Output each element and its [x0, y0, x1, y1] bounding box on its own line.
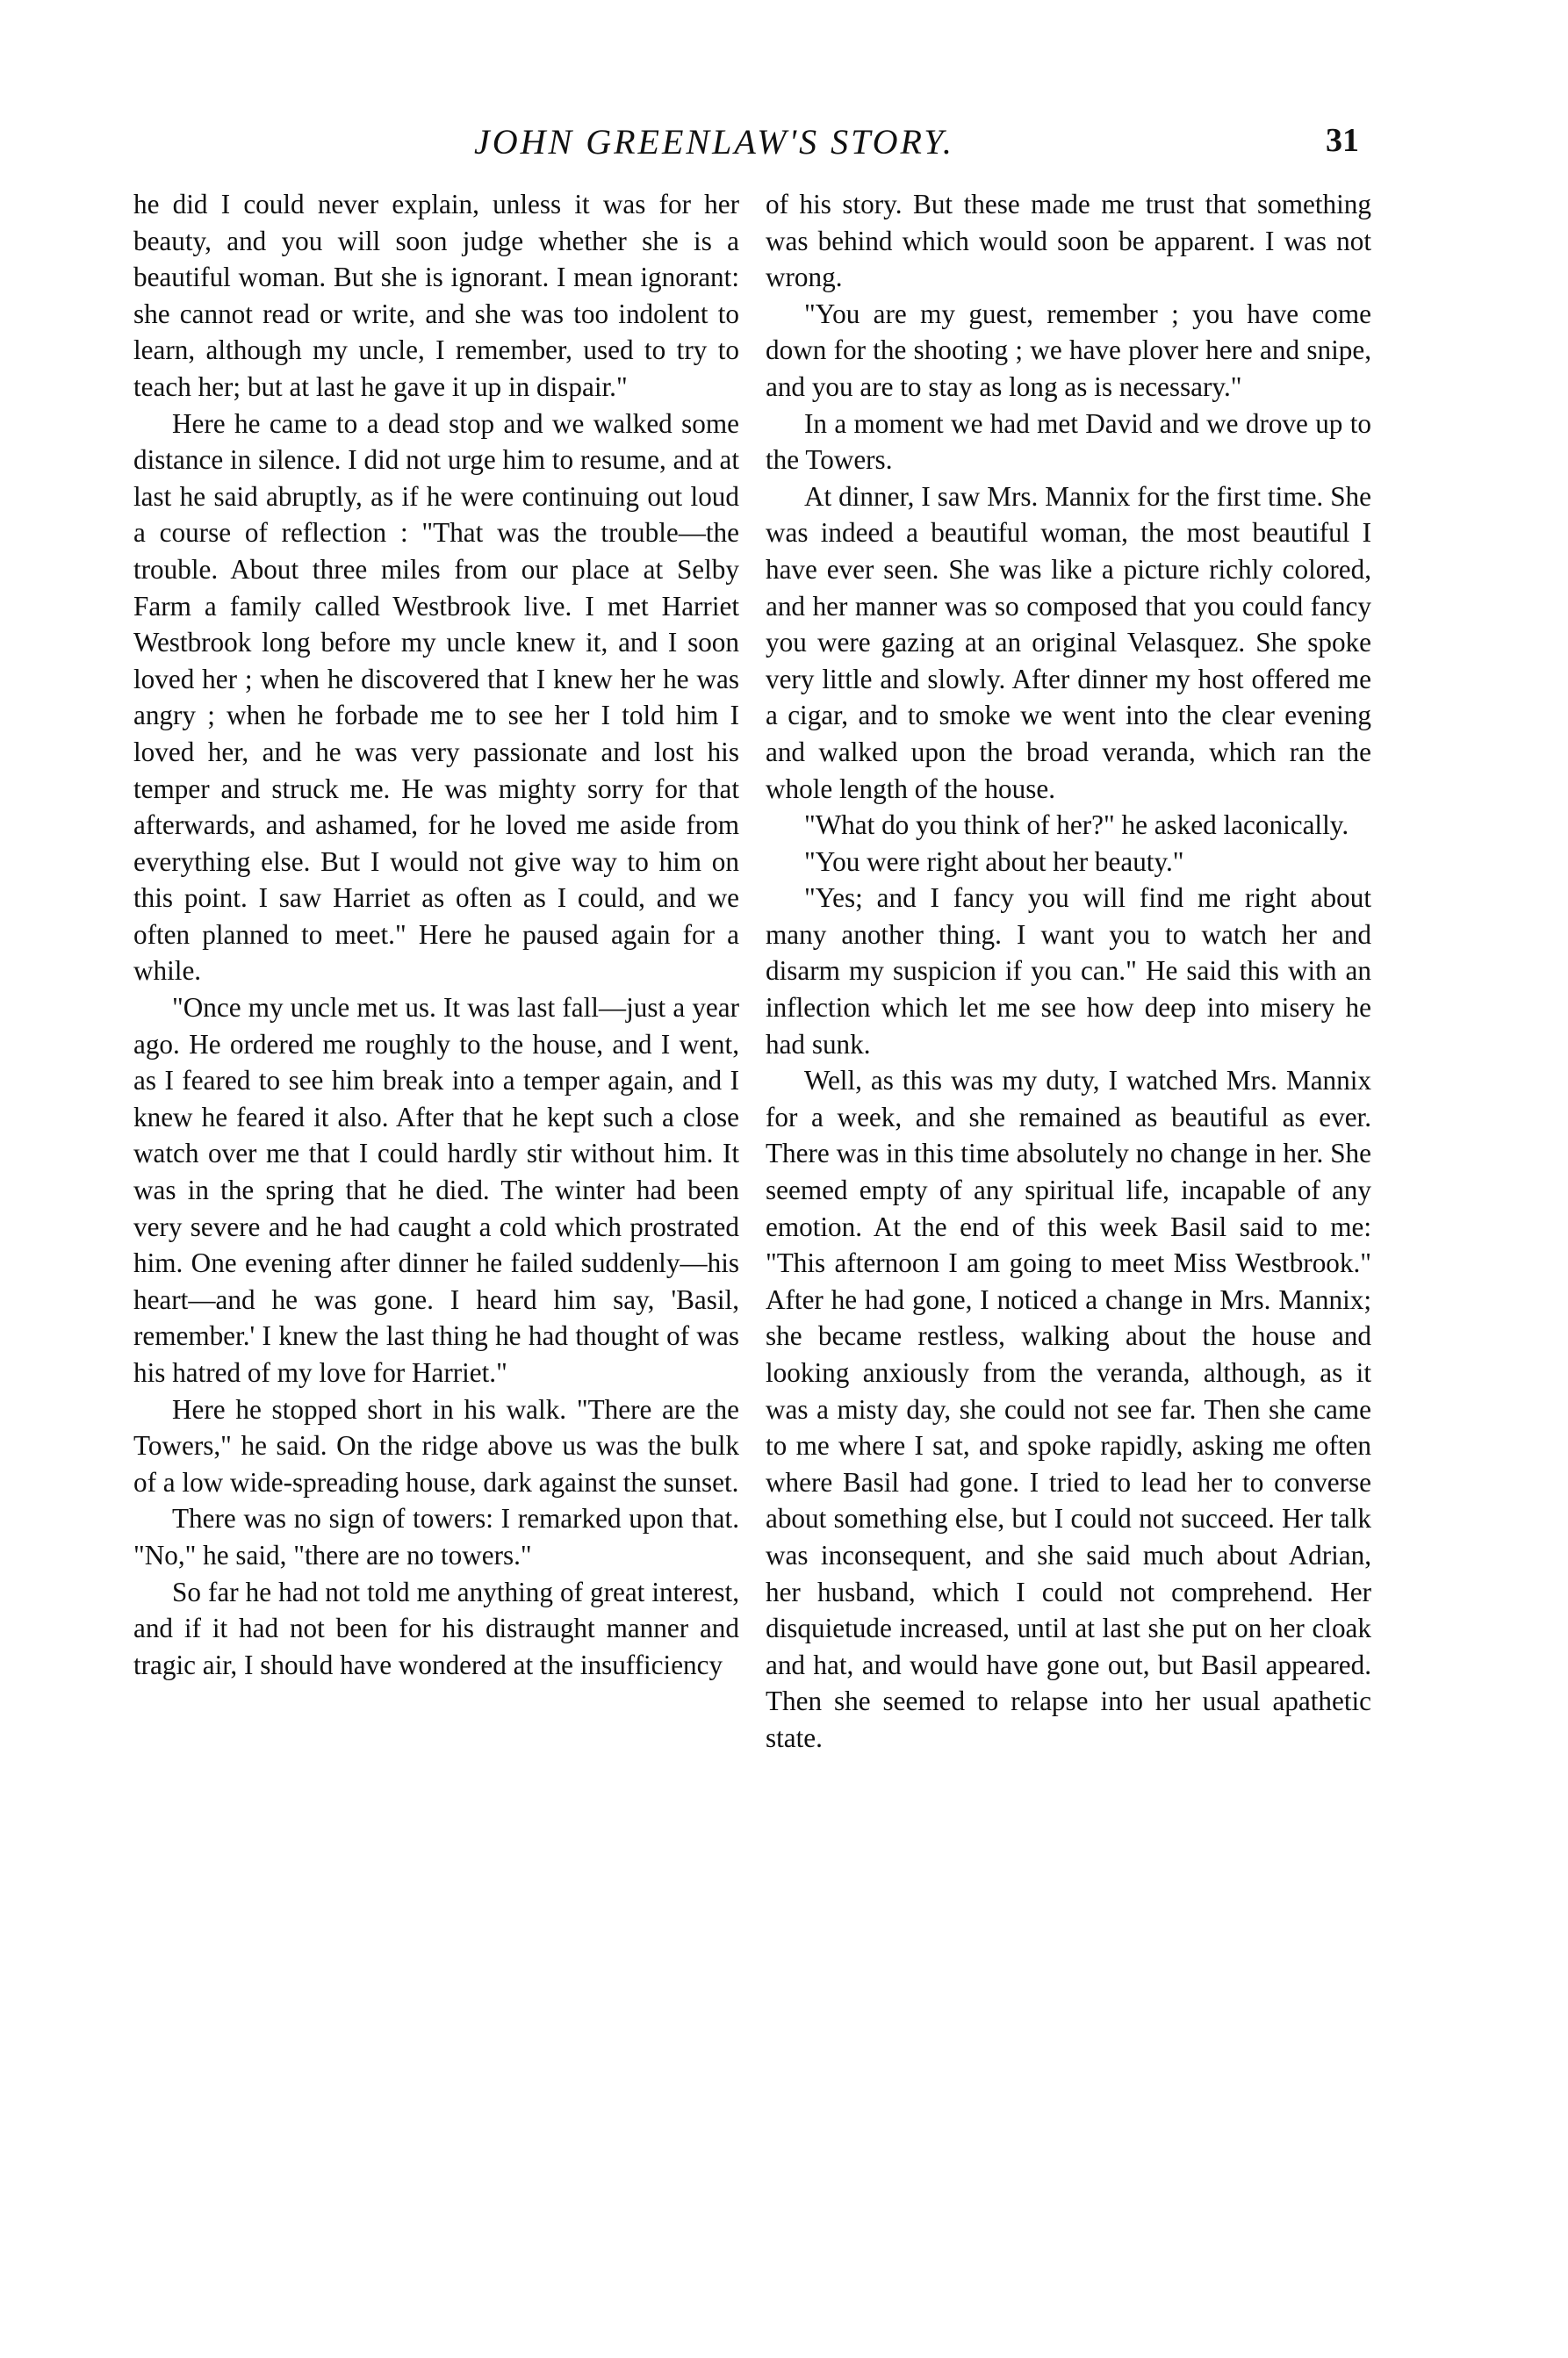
paragraph: "You are my guest, remember ; you have come down for the shooting ; we have plover here and snipe, and you are to stay as long as is necessary." — [766, 298, 1371, 402]
running-title: JOHN GREENLAW'S STORY. — [474, 122, 954, 162]
page-header — [0, 121, 1568, 165]
paragraph: At dinner, I saw Mrs. Mannix for the first time. She was indeed a beautiful woman, the most beautiful I have ever seen. She was like a picture richly colored, and her manner was so composed that you could fancy you were gazing at an original Velasquez. She spoke very little and slowly. After dinner my host offered me a cigar, and to smoke we went into the clear evening and walked upon the broad veranda, which ran the whole length of the house. — [766, 480, 1371, 804]
paragraph: of his story. But these made me trust that something was behind which would soon be apparent. I was not wrong. — [766, 189, 1371, 293]
paragraph: "You were right about her beauty." — [804, 845, 1184, 877]
paragraph: Here he stopped short in his walk. "There are the Towers," he said. On the ridge above us was the bulk of a low wide-spreading house, dark against the sunset. — [133, 1393, 739, 1498]
paragraph: he did I could never explain, unless it was for her beauty, and you will soon judge whether she is a beautiful woman. But she is ignorant. I mean ignorant: she cannot read or write, and she was too indolent to learn, although my uncle, I remember, used to try to teach her; but at last he gave it up in dispair." — [133, 189, 739, 402]
paragraph: Here he came to a dead stop and we walked some distance in silence. I did not urge him to resume, and at last he said abruptly, as if he were continuing out loud a course of reflection : "That was the trouble—the trouble. About three miles from our place at Selby Farm a family called Westbrook live. I met Harriet Westbrook long before my uncle knew it, and I soon loved her ; when he discovered that I knew her he was angry ; when he forbade me to see her I told him I loved her, and he was very passionate and lost his temper and struck me. He was mighty sorry for that afterwards, and ashamed, for he loved me aside from everything else. But I would not give way to him on this point. I saw Harriet as often as I could, and we often planned to meet." Here he paused again for a while. — [133, 407, 739, 987]
paragraph: Well, as this was my duty, I watched Mrs. Mannix for a week, and she remained as beautiful as ever. There was in this time absolutely no change in her. She seemed empty of any spiritual life, incapable of any emotion. At the end of this week Basil said to me: "This afternoon I am going to meet Miss Westbrook." After he had gone, I noticed a change in Mrs. Mannix; she became restless, walking about the house and looking anxiously from the veranda, although, as it was a misty day, she could not see far. Then she came to me where I sat, and spoke rapidly, asking me often where Basil had gone. I tried to lead her to converse about something else, but I could not succeed. Her talk was inconsequent, and she said much about Adrian, her husband, which I could not comprehend. Her disquietude increased, until at last she put on her cloak and hat, and would have gone out, but Basil appeared. Then she seemed to relapse into her usual apathetic state. — [766, 1065, 1371, 1753]
paragraph: "Yes; and I fancy you will find me right about many another thing. I want you to watch her and disarm my suspicion if you can." He said this with an inflection which let me see how deep into misery he had sunk. — [766, 882, 1371, 1060]
page-number: 31 — [1326, 122, 1359, 159]
paragraph: In a moment we had met David and we drove up to the Towers. — [766, 407, 1371, 476]
paragraph: So far he had not told me anything of great interest, and if it had not been for his distraught manner and tragic air, I should have wondered at the insufficiency — [133, 1576, 739, 1680]
right-column — [766, 186, 1371, 1757]
paragraph: "What do you think of her?" he asked laconically. — [804, 809, 1349, 841]
left-column — [133, 186, 739, 1683]
paragraph: "Once my uncle met us. It was last fall—just a year ago. He ordered me roughly to the house, and I went, as I feared to see him break into a temper again, and I knew he feared it also. After that he kept such a close watch over me that I could hardly stir without him. It was in the spring that he died. The winter had been very severe and he had caught a cold which prostrated him. One evening after dinner he failed suddenly—his heart—and he was gone. I heard him say, 'Basil, remember.' I knew the last thing he had thought of was his hatred of my love for Harriet." — [133, 992, 739, 1388]
paragraph: There was no sign of towers: I remarked upon that. "No," he said, "there are no towers." — [133, 1503, 739, 1571]
